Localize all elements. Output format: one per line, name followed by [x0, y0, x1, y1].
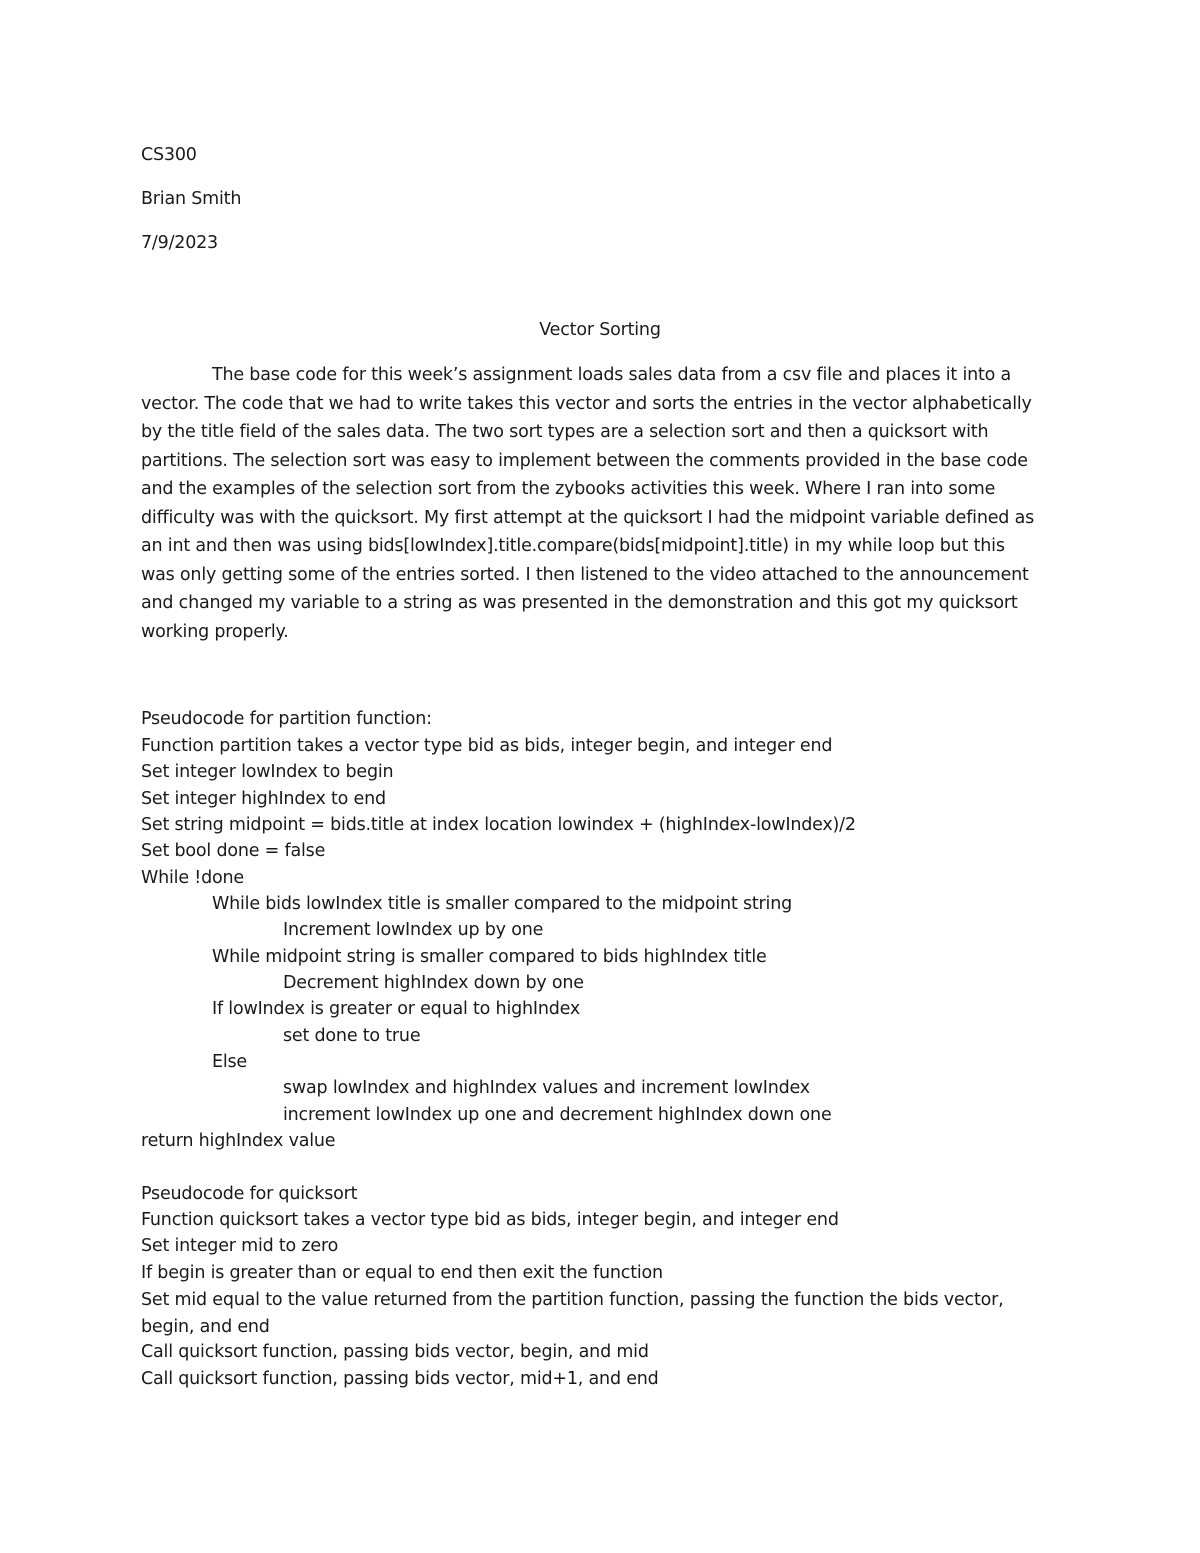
pseudocode-heading: Pseudocode for quicksort [141, 1184, 358, 1204]
document-title: Vector Sorting [539, 320, 661, 340]
pseudocode-line: Set integer lowIndex to begin [141, 762, 394, 782]
pseudocode-line: Function quicksort takes a vector type bid as bids, integer begin, and integer end [141, 1210, 839, 1230]
pseudocode-line: Set integer highIndex to end [141, 789, 386, 809]
paragraph-line: was only getting some of the entries sorted. I then listened to the video attached to the announcement [141, 565, 1029, 585]
pseudocode-line: Call quicksort function, passing bids vector, mid+1, and end [141, 1369, 659, 1389]
pseudocode-line: If begin is greater than or equal to end then exit the function [141, 1263, 663, 1283]
course-code: CS300 [141, 145, 197, 165]
pseudocode-line: While bids lowIndex title is smaller compared to the midpoint string [212, 894, 792, 914]
paragraph-line: and changed my variable to a string as was presented in the demonstration and this got my quicksort [141, 593, 1018, 613]
pseudocode-line: Decrement highIndex down by one [283, 973, 584, 993]
pseudocode-line: Set integer mid to zero [141, 1236, 339, 1256]
author-name: Brian Smith [141, 189, 242, 209]
pseudocode-line: increment lowIndex up one and decrement highIndex down one [283, 1105, 832, 1125]
paragraph-line: by the title field of the sales data. The two sort types are a selection sort and then a quicksort with [141, 422, 989, 442]
pseudocode-line: swap lowIndex and highIndex values and increment lowIndex [283, 1078, 810, 1098]
pseudocode-line: Set bool done = false [141, 841, 326, 861]
paragraph-line: working properly. [141, 622, 289, 642]
paragraph-line: vector. The code that we had to write takes this vector and sorts the entries in the vector alphabetically [141, 394, 1032, 414]
paragraph-line: The base code for this week’s assignment loads sales data from a csv file and places it into a [212, 365, 1012, 385]
pseudocode-line: Set mid equal to the value returned from the partition function, passing the function the bids vector, [141, 1290, 1004, 1310]
pseudocode-line: begin, and end [141, 1317, 270, 1337]
paragraph-line: partitions. The selection sort was easy to implement between the comments provided in the base code [141, 451, 1028, 471]
pseudocode-line: While midpoint string is smaller compared to bids highIndex title [212, 947, 767, 967]
pseudocode-line: Call quicksort function, passing bids vector, begin, and mid [141, 1342, 649, 1362]
pseudocode-line: Else [212, 1052, 248, 1072]
pseudocode-line: set done to true [283, 1026, 421, 1046]
pseudocode-line: Set string midpoint = bids.title at index location lowindex + (highIndex-lowIndex)/2 [141, 815, 856, 835]
paragraph-line: an int and then was using bids[lowIndex].title.compare(bids[midpoint].title) in my while loop but this [141, 536, 1005, 556]
paragraph-line: and the examples of the selection sort from the zybooks activities this week. Where I ran into some [141, 479, 996, 499]
pseudocode-line: If lowIndex is greater or equal to highIndex [212, 999, 581, 1019]
paragraph-line: difficulty was with the quicksort. My first attempt at the quicksort I had the midpoint variable defined as [141, 508, 1035, 528]
document-date: 7/9/2023 [141, 233, 218, 253]
pseudocode-line: Increment lowIndex up by one [283, 920, 544, 940]
pseudocode-line: Function partition takes a vector type bid as bids, integer begin, and integer end [141, 736, 833, 756]
pseudocode-line: While !done [141, 868, 244, 888]
pseudocode-line: return highIndex value [141, 1131, 336, 1151]
pseudocode-heading: Pseudocode for partition function: [141, 709, 432, 729]
